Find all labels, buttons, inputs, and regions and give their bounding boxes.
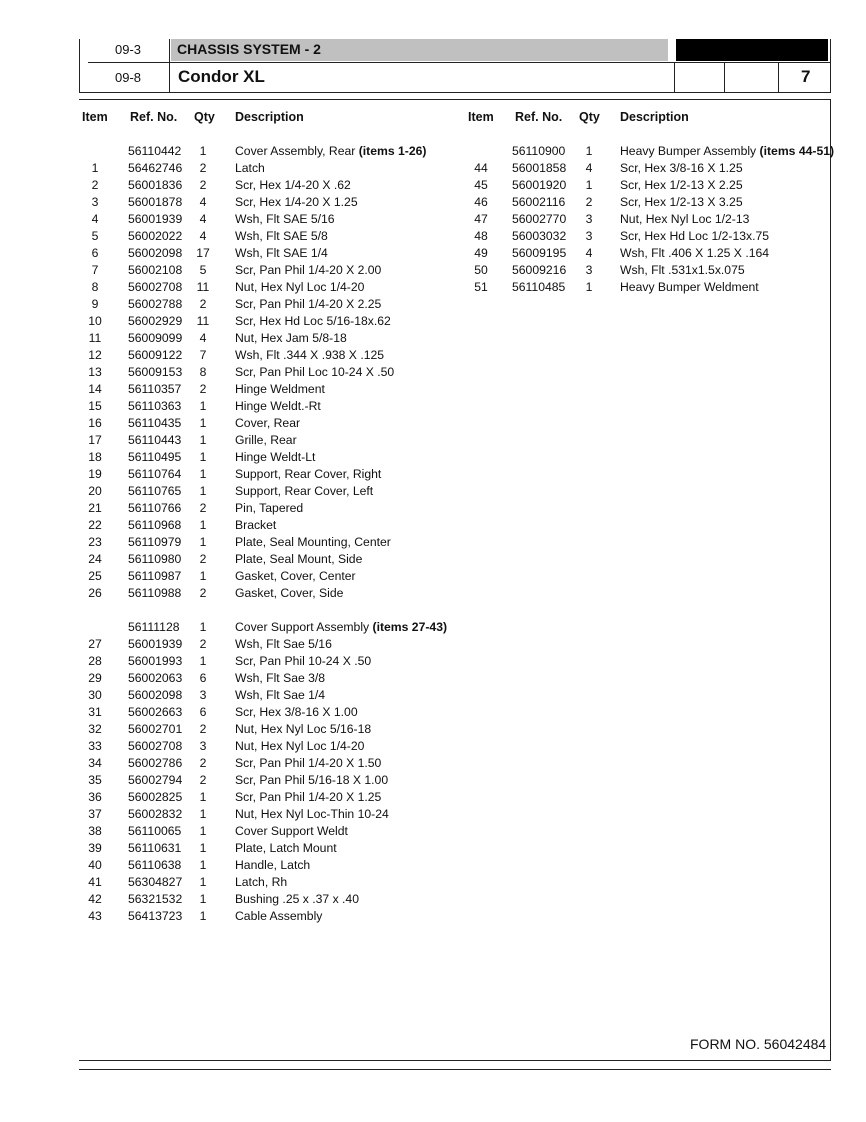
item-cell: 33 <box>88 739 102 753</box>
header-bottom-line <box>79 92 831 93</box>
item-cell: 18 <box>88 450 102 464</box>
qty-cell: 1 <box>199 484 207 498</box>
qty-cell: 1 <box>199 416 207 430</box>
description-cell: Gasket, Cover, Center <box>235 569 356 583</box>
ref-number-cell: 56304827 <box>128 875 183 889</box>
item-cell: 21 <box>88 501 102 515</box>
item-cell: 17 <box>88 433 102 447</box>
description-cell: Nut, Hex Nyl Loc-Thin 10-24 <box>235 807 389 821</box>
table-row <box>80 517 460 534</box>
description-cell: Wsh, Flt .531x1.5x.075 <box>620 263 745 277</box>
table-row <box>80 364 460 381</box>
item-cell: 6 <box>91 246 99 260</box>
description-cell: Wsh, Flt Sae 5/16 <box>235 637 332 651</box>
description-cell: Scr, Hex 3/8-16 X 1.25 <box>620 161 743 175</box>
item-cell: 27 <box>88 637 102 651</box>
qty-cell: 1 <box>199 875 207 889</box>
qty-cell: 1 <box>585 178 593 192</box>
parts-table-left <box>80 143 460 925</box>
ref-number-cell: 56001993 <box>128 654 183 668</box>
item-cell: 43 <box>88 909 102 923</box>
ref-number-cell: 56002825 <box>128 790 183 804</box>
ref-number-cell: 56009122 <box>128 348 183 362</box>
header-right-box-mid1 <box>724 62 725 92</box>
description-cell: Latch <box>235 161 265 175</box>
description-cell: Plate, Latch Mount <box>235 841 337 855</box>
col-item-left: Item <box>82 110 108 124</box>
ref-number-cell: 56009216 <box>512 263 567 277</box>
qty-cell: 1 <box>199 654 207 668</box>
ref-number-cell: 56002708 <box>128 280 183 294</box>
header-right-border <box>830 39 831 92</box>
ref-number-cell: 56110900 <box>512 144 566 158</box>
model-name: Condor XL <box>178 67 265 86</box>
description-cell: Bushing .25 x .37 x .40 <box>235 892 359 906</box>
description-cell: Scr, Hex 1/2-13 X 3.25 <box>620 195 743 209</box>
item-cell: 12 <box>88 348 102 362</box>
table-row <box>80 602 460 619</box>
header-right-box-left <box>674 62 675 92</box>
ref-number-cell: 56110495 <box>128 450 182 464</box>
ref-number-cell: 56001878 <box>128 195 183 209</box>
item-cell: 20 <box>88 484 102 498</box>
table-row <box>80 568 460 585</box>
qty-cell: 1 <box>199 399 207 413</box>
qty-cell: 11 <box>196 314 210 328</box>
model-code: 09-8 <box>114 70 142 85</box>
ref-number-cell: 56110765 <box>128 484 182 498</box>
item-cell: 30 <box>88 688 102 702</box>
item-cell: 34 <box>88 756 102 770</box>
ref-number-cell: 56002708 <box>128 739 183 753</box>
description-cell: Wsh, Flt SAE 1/4 <box>235 246 328 260</box>
item-cell: 28 <box>88 654 102 668</box>
ref-number-cell: 56002794 <box>128 773 183 787</box>
qty-cell: 1 <box>199 535 207 549</box>
item-cell: 5 <box>91 229 99 243</box>
qty-cell: 3 <box>199 739 207 753</box>
table-row <box>466 228 836 245</box>
description-cell: Grille, Rear <box>235 433 297 447</box>
item-cell: 38 <box>88 824 102 838</box>
page-bottom-rule <box>79 1060 831 1061</box>
ref-number-cell: 56001858 <box>512 161 567 175</box>
ref-number-cell: 56110357 <box>128 382 182 396</box>
item-cell: 31 <box>88 705 102 719</box>
description-cell: Nut, Hex Jam 5/8-18 <box>235 331 347 345</box>
ref-number-cell: 56003032 <box>512 229 567 243</box>
qty-cell: 2 <box>199 637 207 651</box>
qty-cell: 1 <box>199 807 207 821</box>
table-row <box>80 500 460 517</box>
qty-cell: 3 <box>199 688 207 702</box>
item-cell: 47 <box>474 212 488 226</box>
item-cell: 42 <box>88 892 102 906</box>
page-bottom-rule-2 <box>79 1069 831 1070</box>
ref-number-cell: 56110631 <box>128 841 182 855</box>
ref-number-cell: 56110987 <box>128 569 182 583</box>
description-cell: Cover Support Assembly (items 27-43) <box>235 620 448 634</box>
item-cell: 49 <box>474 246 488 260</box>
description-cell: Scr, Hex 1/4-20 X 1.25 <box>235 195 358 209</box>
ref-number-cell: 56002108 <box>128 263 183 277</box>
description-cell: Wsh, Flt SAE 5/8 <box>235 229 328 243</box>
qty-cell: 2 <box>199 501 207 515</box>
table-row <box>80 653 460 670</box>
assembly-items-note: (items 1-26) <box>358 144 427 158</box>
description-cell: Handle, Latch <box>235 858 311 872</box>
table-row <box>80 874 460 891</box>
qty-cell: 4 <box>585 246 593 260</box>
table-row <box>80 670 460 687</box>
ref-number-cell: 56462746 <box>128 161 183 175</box>
table-row <box>466 245 836 262</box>
item-cell: 29 <box>88 671 102 685</box>
qty-cell: 2 <box>199 297 207 311</box>
description-cell: Wsh, Flt SAE 5/16 <box>235 212 335 226</box>
table-row <box>80 415 460 432</box>
qty-cell: 4 <box>199 331 207 345</box>
ref-number-cell: 56002701 <box>128 722 183 736</box>
table-row <box>80 449 460 466</box>
description-cell: Gasket, Cover, Side <box>235 586 344 600</box>
ref-number-cell: 56001939 <box>128 212 183 226</box>
qty-cell: 2 <box>199 722 207 736</box>
item-cell: 1 <box>91 161 99 175</box>
description-cell: Support, Rear Cover, Left <box>235 484 374 498</box>
item-cell: 2 <box>91 178 99 192</box>
table-row <box>466 177 836 194</box>
table-row <box>80 245 460 262</box>
qty-cell: 1 <box>199 790 207 804</box>
description-cell: Scr, Pan Phil 1/4-20 X 2.25 <box>235 297 382 311</box>
description-cell: Scr, Pan Phil 1/4-20 X 2.00 <box>235 263 382 277</box>
description-cell: Scr, Hex 3/8-16 X 1.00 <box>235 705 358 719</box>
description-cell: Scr, Hex 1/2-13 X 2.25 <box>620 178 743 192</box>
qty-cell: 4 <box>199 229 207 243</box>
description-cell: Hinge Weldt-Lt <box>235 450 316 464</box>
description-cell: Nut, Hex Nyl Loc 1/4-20 <box>235 739 365 753</box>
table-row <box>80 194 460 211</box>
table-row <box>466 143 836 160</box>
qty-cell: 3 <box>585 229 593 243</box>
qty-cell: 1 <box>199 858 207 872</box>
table-row <box>80 721 460 738</box>
table-row <box>80 534 460 551</box>
item-cell: 50 <box>474 263 488 277</box>
item-cell: 13 <box>88 365 102 379</box>
ref-number-cell: 56110988 <box>128 586 182 600</box>
qty-cell: 1 <box>199 841 207 855</box>
page-number: 7 <box>801 67 811 86</box>
table-row <box>80 228 460 245</box>
table-row <box>80 636 460 653</box>
ref-number-cell: 56413723 <box>128 909 183 923</box>
ref-number-cell: 56002063 <box>128 671 183 685</box>
table-row <box>80 772 460 789</box>
page-top-rule <box>79 99 831 100</box>
item-cell: 24 <box>88 552 102 566</box>
header-divider-code <box>169 39 170 92</box>
item-cell: 11 <box>88 331 102 345</box>
qty-cell: 8 <box>199 365 207 379</box>
item-cell: 10 <box>88 314 102 328</box>
ref-number-cell: 56110435 <box>128 416 182 430</box>
description-cell: Nut, Hex Nyl Loc 1/2-13 <box>620 212 750 226</box>
description-cell: Support, Rear Cover, Right <box>235 467 382 481</box>
description-cell: Scr, Pan Phil Loc 10-24 X .50 <box>235 365 395 379</box>
item-cell: 16 <box>88 416 102 430</box>
parts-table-right <box>466 143 836 296</box>
ref-number-cell: 56002022 <box>128 229 183 243</box>
qty-cell: 2 <box>199 552 207 566</box>
table-row <box>80 840 460 857</box>
qty-cell: 1 <box>199 144 207 158</box>
qty-cell: 1 <box>585 280 593 294</box>
ref-number-cell: 56110968 <box>128 518 182 532</box>
item-cell: 3 <box>91 195 99 209</box>
item-cell: 48 <box>474 229 488 243</box>
qty-cell: 1 <box>199 620 207 634</box>
ref-number-cell: 56110766 <box>128 501 182 515</box>
col-item-right: Item <box>468 110 494 124</box>
item-cell: 23 <box>88 535 102 549</box>
table-row <box>466 262 836 279</box>
table-row <box>466 160 836 177</box>
description-cell: Heavy Bumper Assembly (items 44-51) <box>620 144 835 158</box>
qty-cell: 3 <box>585 263 593 277</box>
item-cell: 41 <box>88 875 102 889</box>
item-cell: 40 <box>88 858 102 872</box>
table-row <box>80 789 460 806</box>
description-cell: Bracket <box>235 518 277 532</box>
item-cell: 8 <box>91 280 99 294</box>
table-row <box>80 296 460 313</box>
item-cell: 22 <box>88 518 102 532</box>
description-cell: Cover Support Weldt <box>235 824 348 838</box>
col-ref-right: Ref. No. <box>515 110 563 124</box>
qty-cell: 5 <box>199 263 207 277</box>
qty-cell: 4 <box>199 195 207 209</box>
table-row <box>80 143 460 160</box>
qty-cell: 4 <box>585 161 593 175</box>
col-qty-right: Qty <box>579 110 600 124</box>
item-cell: 7 <box>91 263 99 277</box>
qty-cell: 2 <box>199 382 207 396</box>
ref-number-cell: 56001836 <box>128 178 183 192</box>
ref-number-cell: 56002770 <box>512 212 567 226</box>
description-cell: Scr, Pan Phil 1/4-20 X 1.25 <box>235 790 382 804</box>
qty-cell: 2 <box>199 178 207 192</box>
qty-cell: 4 <box>199 212 207 226</box>
qty-cell: 1 <box>199 450 207 464</box>
qty-cell: 11 <box>196 280 210 294</box>
description-cell: Wsh, Flt Sae 3/8 <box>235 671 326 685</box>
item-cell: 15 <box>88 399 102 413</box>
qty-cell: 1 <box>199 892 207 906</box>
description-cell: Pin, Tapered <box>235 501 304 515</box>
qty-cell: 2 <box>585 195 593 209</box>
description-cell: Plate, Seal Mounting, Center <box>235 535 391 549</box>
header-right-box-mid2 <box>778 62 779 92</box>
col-desc-left: Description <box>235 110 304 124</box>
col-ref-left: Ref. No. <box>130 110 178 124</box>
ref-number-cell: 56002116 <box>512 195 566 209</box>
table-row <box>80 160 460 177</box>
qty-cell: 6 <box>199 671 207 685</box>
ref-number-cell: 56009153 <box>128 365 183 379</box>
description-cell: Wsh, Flt .406 X 1.25 X .164 <box>620 246 770 260</box>
qty-cell: 1 <box>199 909 207 923</box>
description-cell: Scr, Pan Phil 5/16-18 X 1.00 <box>235 773 389 787</box>
item-cell: 37 <box>88 807 102 821</box>
header-mid-line <box>88 62 831 63</box>
qty-cell: 1 <box>199 433 207 447</box>
qty-cell: 1 <box>199 824 207 838</box>
item-cell: 19 <box>88 467 102 481</box>
table-row <box>80 466 460 483</box>
ref-number-cell: 56002663 <box>128 705 183 719</box>
table-row <box>80 330 460 347</box>
ref-number-cell: 56009099 <box>128 331 183 345</box>
description-cell: Hinge Weldment <box>235 382 325 396</box>
description-cell: Scr, Pan Phil 1/4-20 X 1.50 <box>235 756 382 770</box>
table-row <box>466 279 836 296</box>
ref-number-cell: 56321532 <box>128 892 183 906</box>
table-row <box>80 211 460 228</box>
qty-cell: 1 <box>199 467 207 481</box>
qty-cell: 2 <box>199 161 207 175</box>
table-row <box>466 211 836 228</box>
description-cell: Heavy Bumper Weldment <box>620 280 759 294</box>
item-cell: 9 <box>91 297 99 311</box>
header-left-border <box>79 39 80 92</box>
qty-cell: 1 <box>585 144 593 158</box>
item-cell: 4 <box>91 212 99 226</box>
col-qty-left: Qty <box>194 110 215 124</box>
item-cell: 39 <box>88 841 102 855</box>
qty-cell: 2 <box>199 586 207 600</box>
table-row <box>80 381 460 398</box>
section-code: 09-3 <box>114 42 142 57</box>
ref-number-cell: 56002786 <box>128 756 183 770</box>
item-cell: 36 <box>88 790 102 804</box>
table-row <box>80 738 460 755</box>
table-row <box>80 262 460 279</box>
table-row <box>80 585 460 602</box>
description-cell: Nut, Hex Nyl Loc 1/4-20 <box>235 280 365 294</box>
item-cell: 14 <box>88 382 102 396</box>
table-row <box>80 704 460 721</box>
description-cell: Plate, Seal Mount, Side <box>235 552 363 566</box>
ref-number-cell: 56001939 <box>128 637 183 651</box>
description-cell: Cable Assembly <box>235 909 323 923</box>
ref-number-cell: 56002929 <box>128 314 183 328</box>
description-cell: Scr, Hex Hd Loc 5/16-18x.62 <box>235 314 391 328</box>
item-cell: 32 <box>88 722 102 736</box>
qty-cell: 1 <box>199 569 207 583</box>
qty-cell: 2 <box>199 756 207 770</box>
col-desc-right: Description <box>620 110 689 124</box>
description-cell: Cover Assembly, Rear (items 1-26) <box>235 144 427 158</box>
ref-number-cell: 56002788 <box>128 297 183 311</box>
assembly-items-note: (items 27-43) <box>372 620 448 634</box>
table-row <box>80 806 460 823</box>
qty-cell: 7 <box>199 348 207 362</box>
item-cell: 44 <box>474 161 488 175</box>
table-row <box>80 755 460 772</box>
header-black-box <box>676 39 828 61</box>
ref-number-cell: 56110442 <box>128 144 182 158</box>
ref-number-cell: 56110764 <box>128 467 182 481</box>
qty-cell: 3 <box>585 212 593 226</box>
table-row <box>80 313 460 330</box>
description-cell: Nut, Hex Nyl Loc 5/16-18 <box>235 722 372 736</box>
ref-number-cell: 56111128 <box>128 620 180 634</box>
table-row <box>80 483 460 500</box>
table-row <box>80 398 460 415</box>
table-row <box>80 857 460 874</box>
section-title: CHASSIS SYSTEM - 2 <box>177 41 321 57</box>
item-cell: 46 <box>474 195 488 209</box>
ref-number-cell: 56110638 <box>128 858 182 872</box>
ref-number-cell: 56110485 <box>512 280 566 294</box>
description-cell: Hinge Weldt.-Rt <box>235 399 321 413</box>
ref-number-cell: 56002832 <box>128 807 183 821</box>
ref-number-cell: 56110065 <box>128 824 182 838</box>
qty-cell: 2 <box>199 773 207 787</box>
table-row <box>80 619 460 636</box>
item-cell: 51 <box>474 280 488 294</box>
item-cell: 35 <box>88 773 102 787</box>
qty-cell: 1 <box>199 518 207 532</box>
table-row <box>80 908 460 925</box>
ref-number-cell: 56009195 <box>512 246 567 260</box>
table-row <box>80 823 460 840</box>
table-row <box>80 279 460 296</box>
item-cell: 45 <box>474 178 488 192</box>
table-row <box>80 432 460 449</box>
description-cell: Scr, Hex Hd Loc 1/2-13x.75 <box>620 229 770 243</box>
ref-number-cell: 56001920 <box>512 178 567 192</box>
description-cell: Latch, Rh <box>235 875 288 889</box>
qty-cell: 17 <box>196 246 210 260</box>
description-cell: Cover, Rear <box>235 416 301 430</box>
table-row <box>80 891 460 908</box>
table-row <box>80 551 460 568</box>
table-row <box>80 347 460 364</box>
form-number: FORM NO. 56042484 <box>690 1036 827 1052</box>
table-row <box>466 194 836 211</box>
table-row <box>80 177 460 194</box>
ref-number-cell: 56110443 <box>128 433 182 447</box>
table-row <box>80 687 460 704</box>
ref-number-cell: 56110979 <box>128 535 182 549</box>
ref-number-cell: 56002098 <box>128 688 183 702</box>
item-cell: 25 <box>88 569 102 583</box>
qty-cell: 6 <box>199 705 207 719</box>
assembly-items-note: (items 44-51) <box>759 144 835 158</box>
ref-number-cell: 56110363 <box>128 399 182 413</box>
description-cell: Scr, Pan Phil 10-24 X .50 <box>235 654 372 668</box>
description-cell: Scr, Hex 1/4-20 X .62 <box>235 178 351 192</box>
description-cell: Wsh, Flt .344 X .938 X .125 <box>235 348 385 362</box>
ref-number-cell: 56110980 <box>128 552 182 566</box>
ref-number-cell: 56002098 <box>128 246 183 260</box>
item-cell: 26 <box>88 586 102 600</box>
description-cell: Wsh, Flt Sae 1/4 <box>235 688 326 702</box>
